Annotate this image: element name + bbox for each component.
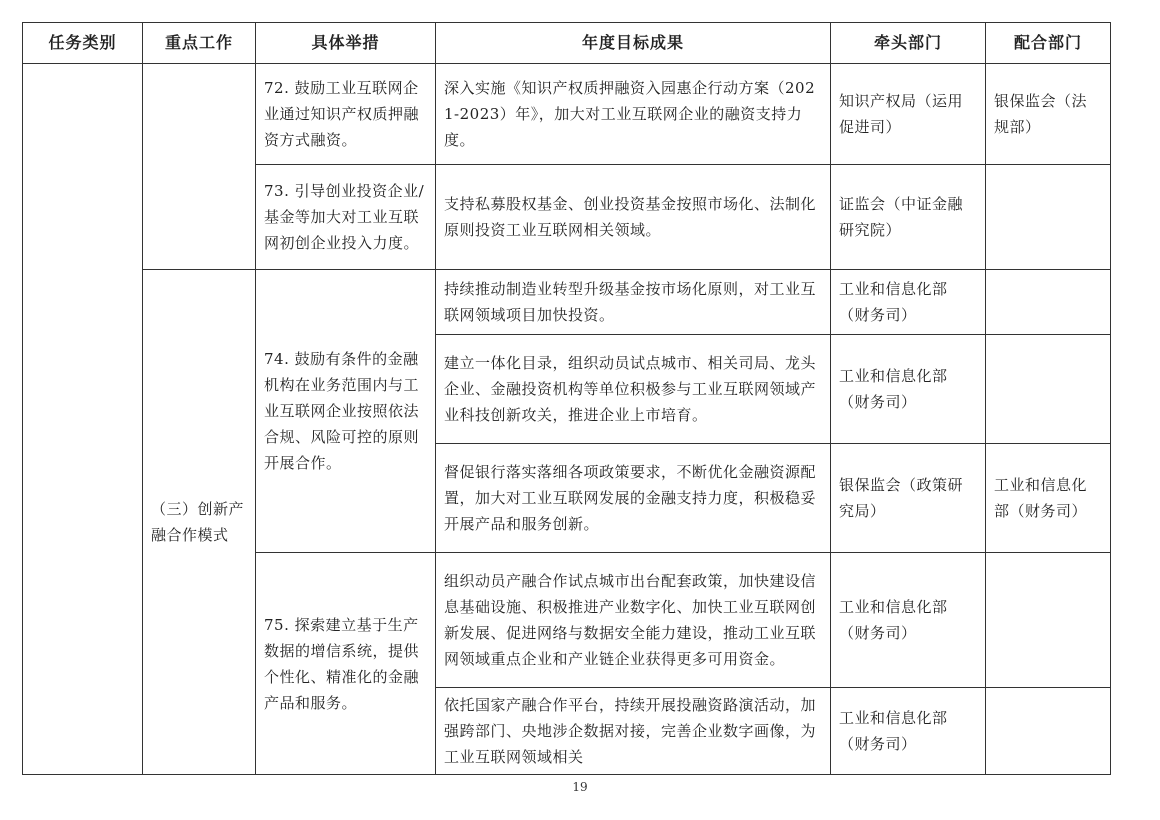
target-cell: 持续推动制造业转型升级基金按市场化原则，对工业互联网领域项目加快投资。 xyxy=(436,270,831,335)
support-dept-cell xyxy=(986,335,1111,444)
key-work-cell: （三）创新产融合作模式 xyxy=(143,270,256,775)
table-row xyxy=(23,64,1111,165)
header-row xyxy=(23,23,1111,64)
lead-dept-cell: 工业和信息化部（财务司） xyxy=(831,553,986,688)
plan-table xyxy=(22,22,1111,775)
category-cell xyxy=(23,64,143,775)
measure-cell: 73. 引导创业投资企业/基金等加大对工业互联网初创企业投入力度。 xyxy=(256,165,436,270)
support-dept-cell xyxy=(986,553,1111,688)
lead-dept-cell: 工业和信息化部（财务司） xyxy=(831,270,986,335)
header-annual-target: 年度目标成果 xyxy=(436,23,831,64)
header-lead-dept: 牵头部门 xyxy=(831,23,986,64)
lead-dept-cell: 知识产权局（运用促进司） xyxy=(831,64,986,165)
lead-dept-cell: 工业和信息化部（财务司） xyxy=(831,335,986,444)
target-cell: 支持私募股权基金、创业投资基金按照市场化、法制化原则投资工业互联网相关领域。 xyxy=(436,165,831,270)
support-dept-cell: 银保监会（法规部） xyxy=(986,64,1111,165)
page-number: 19 xyxy=(572,780,588,794)
measure-cell: 75. 探索建立基于生产数据的增信系统，提供个性化、精准化的金融产品和服务。 xyxy=(256,553,436,775)
target-cell: 依托国家产融合作平台，持续开展投融资路演活动，加强跨部门、央地涉企数据对接，完善企业数字画像，为工业互联网领域相关 xyxy=(436,688,831,775)
measure-cell: 72. 鼓励工业互联网企业通过知识产权质押融资方式融资。 xyxy=(256,64,436,165)
table-row xyxy=(23,270,1111,335)
target-cell: 督促银行落实落细各项政策要求，不断优化金融资源配置，加大对工业互联网发展的金融支持力度，积极稳妥开展产品和服务创新。 xyxy=(436,444,831,553)
target-cell: 组织动员产融合作试点城市出台配套政策，加快建设信息基础设施、积极推进产业数字化、加快工业互联网创新发展、促进网络与数据安全能力建设，推动工业互联网领域重点企业和产业链企业获得更多可用资金。 xyxy=(436,553,831,688)
key-work-cell xyxy=(143,64,256,270)
support-dept-cell xyxy=(986,688,1111,775)
support-dept-cell xyxy=(986,270,1111,335)
lead-dept-cell: 银保监会（政策研究局） xyxy=(831,444,986,553)
header-key-work: 重点工作 xyxy=(143,23,256,64)
target-cell: 深入实施《知识产权质押融资入园惠企行动方案（2021-2023）年》，加大对工业互联网企业的融资支持力度。 xyxy=(436,64,831,165)
lead-dept-cell: 证监会（中证金融研究院） xyxy=(831,165,986,270)
header-measures: 具体举措 xyxy=(256,23,436,64)
header-support-dept: 配合部门 xyxy=(986,23,1111,64)
header-category: 任务类别 xyxy=(23,23,143,64)
support-dept-cell xyxy=(986,165,1111,270)
measure-cell: 74. 鼓励有条件的金融机构在业务范围内与工业互联网企业按照依法合规、风险可控的原则开展合作。 xyxy=(256,270,436,553)
support-dept-cell: 工业和信息化部（财务司） xyxy=(986,444,1111,553)
lead-dept-cell: 工业和信息化部（财务司） xyxy=(831,688,986,775)
target-cell: 建立一体化目录，组织动员试点城市、相关司局、龙头企业、金融投资机构等单位积极参与工业互联网领域产业科技创新攻关，推进企业上市培育。 xyxy=(436,335,831,444)
